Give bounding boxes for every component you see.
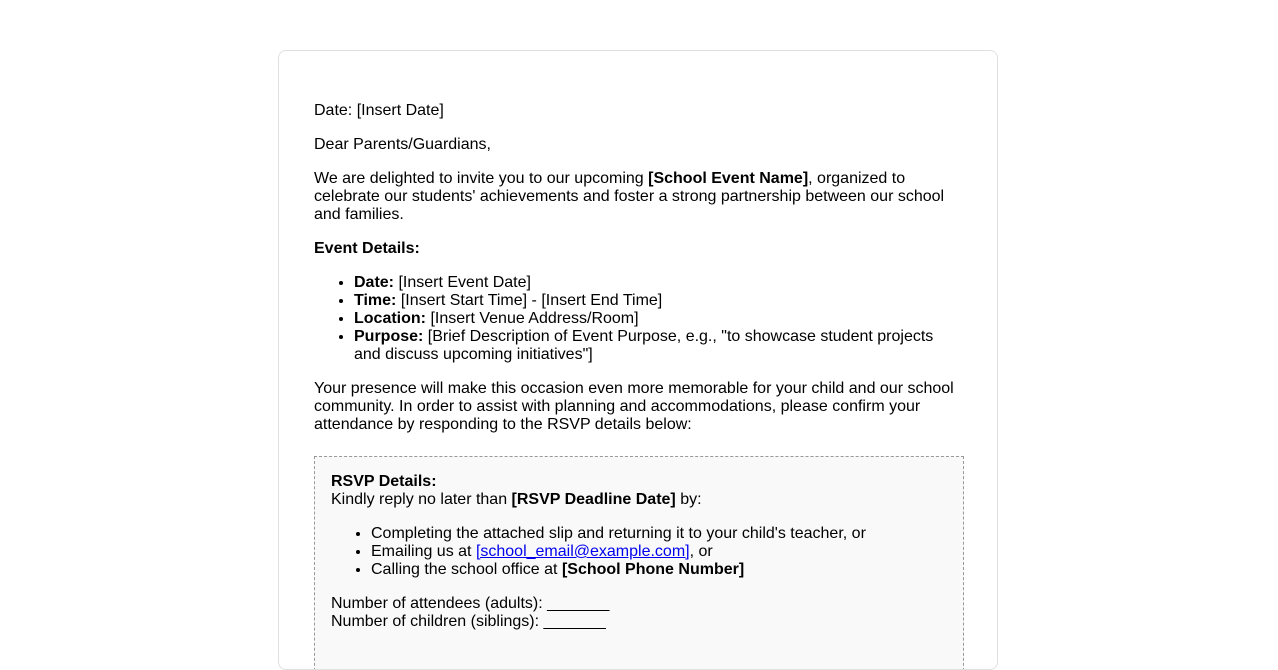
- details-heading-text: Event Details:: [314, 240, 420, 257]
- email-after: , or: [689, 543, 713, 560]
- rsvp-options-list: [331, 525, 947, 579]
- reply-after: by:: [675, 491, 702, 508]
- date-line: Date: [Insert Date]: [314, 102, 444, 119]
- rsvp-reply-line: [331, 491, 947, 509]
- detail-location: [354, 310, 964, 328]
- attendees-adults: Number of attendees (adults): _______: [331, 595, 610, 612]
- school-phone: [School Phone Number]: [561, 561, 745, 578]
- rsvp-option-call: [371, 561, 947, 579]
- rsvp-box: [314, 456, 964, 670]
- call-before: Calling the school office at: [371, 561, 562, 578]
- detail-purpose: [354, 328, 964, 364]
- attendees-children: Number of children (siblings): _______: [331, 613, 606, 630]
- event-name: [School Event Name]: [648, 170, 809, 187]
- rsvp-option-slip: • Completing the attached slip and returning it to your child's teacher, or: [371, 525, 947, 543]
- reply-before: Kindly reply no later than: [331, 491, 512, 508]
- rsvp-heading: [331, 473, 947, 491]
- detail-date: [354, 274, 964, 292]
- detail-label: Date:: [354, 274, 395, 291]
- detail-time: [354, 292, 964, 310]
- detail-label: Purpose:: [354, 328, 424, 345]
- intro-after: , organized to celebrate our students' achievements and foster a strong partnership between our school and families.: [314, 170, 945, 223]
- detail-value: [Insert Event Date]: [394, 274, 531, 291]
- school-email-link[interactable]: [school_email@example.com]: [475, 543, 690, 560]
- event-details-list: [314, 274, 964, 364]
- detail-label: Time:: [354, 292, 397, 309]
- detail-value: [Brief Description of Event Purpose, e.g., "to showcase student projects and discuss upcoming initiatives"]: [354, 328, 934, 363]
- details-heading: [314, 240, 964, 258]
- rsvp-option-email: [371, 543, 947, 561]
- intro-before: We are delighted to invite you to our upcoming: [314, 170, 649, 187]
- email-before: Emailing us at: [371, 543, 476, 560]
- closing-paragraph: Your presence will make this occasion even more memorable for your child and our school community. In order to assist with planning and accommodations, please confirm your attendance by responding to the RSVP details below:: [314, 380, 954, 433]
- salutation: Dear Parents/Guardians,: [314, 136, 491, 153]
- detail-label: Location:: [354, 310, 426, 327]
- detail-value: [Insert Start Time] - [Insert End Time]: [396, 292, 663, 309]
- rsvp-heading-text: RSVP Details:: [331, 473, 437, 490]
- letter-page: [278, 50, 998, 670]
- detail-value: [Insert Venue Address/Room]: [426, 310, 639, 327]
- letter-content: [314, 102, 964, 670]
- intro-paragraph: [314, 170, 964, 224]
- rsvp-deadline: [RSVP Deadline Date]: [511, 491, 676, 508]
